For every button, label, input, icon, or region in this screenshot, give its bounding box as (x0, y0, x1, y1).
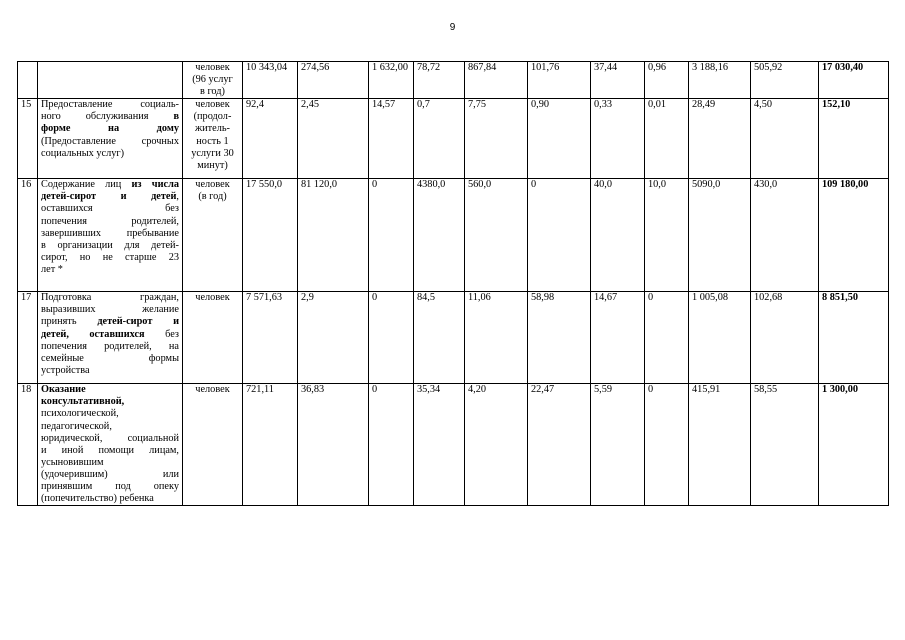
cost-value: 81 120,0 (298, 179, 369, 292)
cost-value: 2,9 (298, 292, 369, 384)
service-description (38, 384, 183, 506)
service-description (38, 179, 183, 292)
cost-value: 5,59 (591, 384, 645, 506)
cost-value: 430,0 (751, 179, 819, 292)
cost-value: 867,84 (465, 62, 528, 99)
row-total: 109 180,00 (819, 179, 889, 292)
description-line: завершивших пребывание (41, 227, 179, 239)
cost-value: 560,0 (465, 179, 528, 292)
cost-value: 0 (369, 179, 414, 292)
row-index: 17 (18, 292, 38, 384)
cost-value: 35,34 (414, 384, 465, 506)
description-line: (попечительство) ребенка (41, 493, 154, 505)
description-line: Оказание (41, 384, 86, 396)
unit-of-measure: человек (183, 292, 243, 384)
table-row (18, 292, 889, 384)
cost-value: 10,0 (645, 179, 689, 292)
cost-value: 37,44 (591, 62, 645, 99)
description-line: лет * (41, 263, 63, 275)
cost-value: 0 (369, 384, 414, 506)
description-line: детей, оставшихся без (41, 328, 179, 340)
description-line: оставшихся без (41, 203, 179, 215)
table-row (18, 99, 889, 179)
row-index: 16 (18, 179, 38, 292)
description-line: попечения родителей, на (41, 340, 179, 352)
description-line: Предоставление социаль- (41, 99, 179, 111)
row-total: 17 030,40 (819, 62, 889, 99)
service-description (38, 292, 183, 384)
cost-value: 1 005,08 (689, 292, 751, 384)
cost-value: 58,55 (751, 384, 819, 506)
description-line: педагогической, (41, 420, 112, 432)
row-index (18, 62, 38, 99)
cost-value: 5090,0 (689, 179, 751, 292)
cost-value: 4380,0 (414, 179, 465, 292)
unit-of-measure: человек (в год) (183, 179, 243, 292)
cost-value: 36,83 (298, 384, 369, 506)
page-number: 9 (449, 22, 456, 33)
row-index: 18 (18, 384, 38, 506)
cost-value: 721,11 (243, 384, 298, 506)
cost-value: 0,96 (645, 62, 689, 99)
description-line: форме на дому (41, 123, 179, 135)
cost-value: 0,33 (591, 99, 645, 179)
description-line: в организации для детей- (41, 239, 179, 251)
cost-value: 10 343,04 (243, 62, 298, 99)
cost-value: 0 (645, 292, 689, 384)
unit-of-measure: человек (96 услуг в год) (183, 62, 243, 99)
cost-value: 40,0 (591, 179, 645, 292)
cost-value: 415,91 (689, 384, 751, 506)
cost-value: 1 632,00 (369, 62, 414, 99)
cost-value: 274,56 (298, 62, 369, 99)
unit-of-measure: человек (183, 384, 243, 506)
description-line: принявшим под опеку (41, 481, 179, 493)
description-line: юридической, социальной (41, 432, 179, 444)
description-line: детей-сирот и детей, (41, 191, 179, 203)
cost-value: 0,90 (528, 99, 591, 179)
description-line: принять детей-сирот и (41, 316, 180, 328)
service-description (38, 62, 183, 99)
cost-value: 0,01 (645, 99, 689, 179)
description-line: (Предоставление срочных (41, 135, 179, 147)
cost-value: 17 550,0 (243, 179, 298, 292)
cost-value: 11,06 (465, 292, 528, 384)
cost-value: 0 (369, 292, 414, 384)
row-total: 1 300,00 (819, 384, 889, 506)
cost-value: 14,57 (369, 99, 414, 179)
description-line: семейные формы (41, 352, 179, 364)
cost-value: 58,98 (528, 292, 591, 384)
cost-table (17, 61, 889, 506)
cost-value: 0 (528, 179, 591, 292)
description-line: консультативной, (41, 396, 125, 408)
description-line: ного обслуживания в (41, 111, 179, 123)
cost-value: 14,67 (591, 292, 645, 384)
row-total: 8 851,50 (819, 292, 889, 384)
description-line: и иной помощи лицам, (41, 444, 179, 456)
description-line: социальных услуг) (41, 147, 125, 159)
cost-value: 102,68 (751, 292, 819, 384)
cost-value: 92,4 (243, 99, 298, 179)
description-line: выразивших желание (41, 304, 179, 316)
cost-value: 0 (645, 384, 689, 506)
cost-value: 78,72 (414, 62, 465, 99)
unit-of-measure: человек (продол- житель- ность 1 услуги 30 минут) (183, 99, 243, 179)
cost-value: 505,92 (751, 62, 819, 99)
table-row (18, 62, 889, 99)
row-total: 152,10 (819, 99, 889, 179)
description-line: (удочерившим) или (41, 468, 179, 480)
description-line: Подготовка граждан, (41, 292, 179, 304)
cost-value: 28,49 (689, 99, 751, 179)
cost-value: 101,76 (528, 62, 591, 99)
cost-value: 84,5 (414, 292, 465, 384)
cost-value: 7,75 (465, 99, 528, 179)
description-line: психологической, (41, 408, 119, 420)
description-line: сирот, но не старше 23 (41, 251, 179, 263)
description-line: устройства (41, 364, 90, 376)
description-line: Содержание лиц из числа (41, 179, 179, 191)
cost-value: 7 571,63 (243, 292, 298, 384)
cost-value: 22,47 (528, 384, 591, 506)
cost-value: 3 188,16 (689, 62, 751, 99)
row-index: 15 (18, 99, 38, 179)
cost-value: 4,50 (751, 99, 819, 179)
table-row (18, 179, 889, 292)
table-row (18, 384, 889, 506)
cost-value: 0,7 (414, 99, 465, 179)
cost-value: 2,45 (298, 99, 369, 179)
description-line: усыновившим (41, 456, 104, 468)
cost-value: 4,20 (465, 384, 528, 506)
service-description (38, 99, 183, 179)
description-line: попечения родителей, (41, 215, 179, 227)
